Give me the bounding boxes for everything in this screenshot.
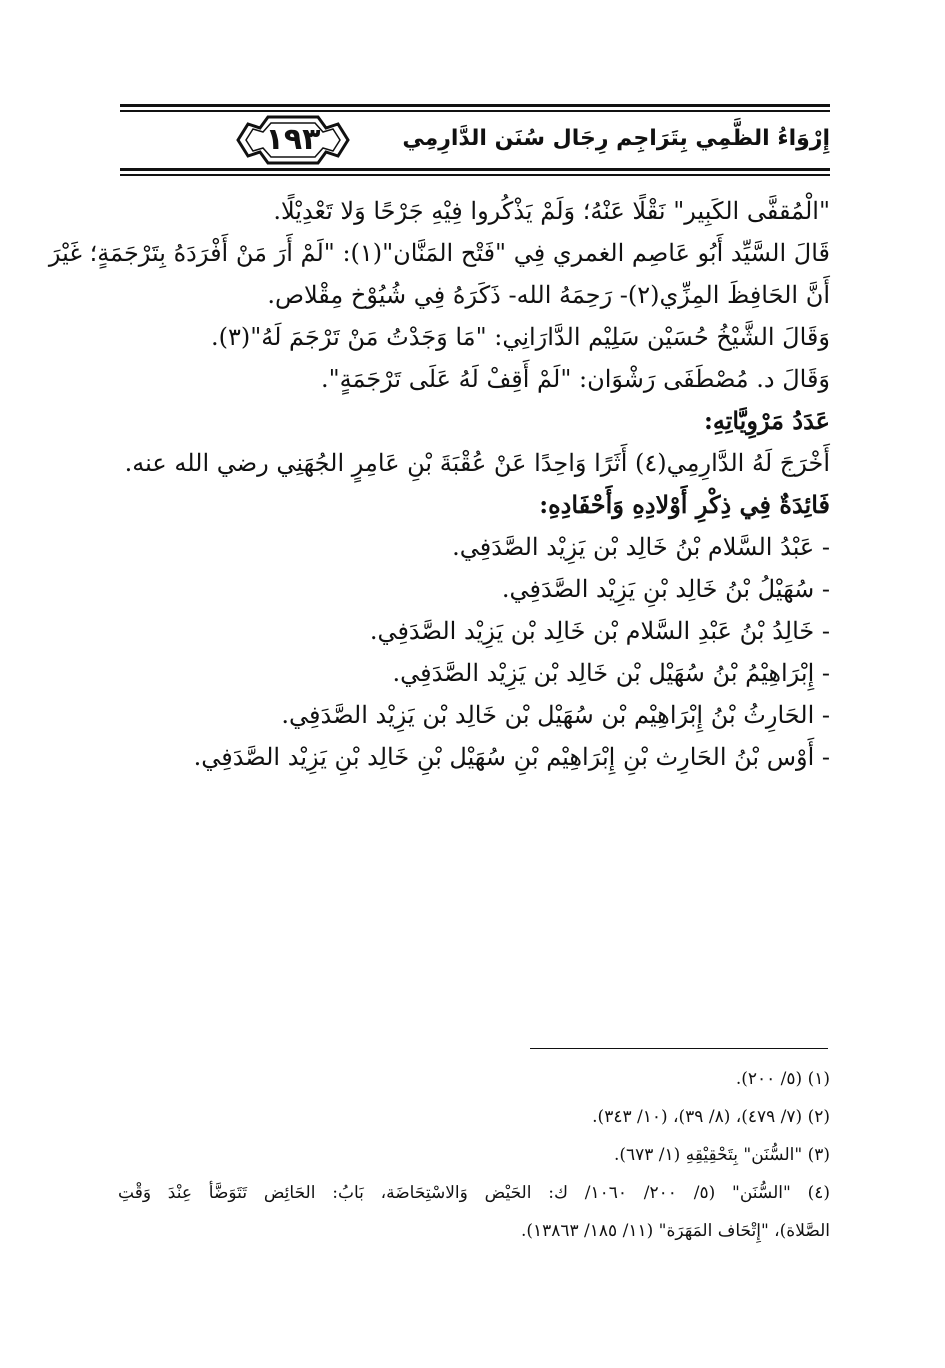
text-line: أَخْرَجَ لَهُ الدَّارِمِي(٤) أَثَرًا وَاحِدًا عَنْ عُقْبَةَ بْنِ عَامِرٍ الجُهَنِي رضي الله عنه. bbox=[124, 449, 830, 477]
book-title: إِرْوَاءُ الظَّمِي بِتَرَاجِم رِجَال سُنَن الدَّارِمِي bbox=[402, 126, 830, 151]
list-item: - إِبْرَاهِيْمُ بْنُ سُهَيْل بْن خَالِد بْن يَزِيْد الصَّدَفِي. bbox=[392, 659, 830, 687]
footnote-continuation: الصَّلاة)، "إِتْحَاف المَهَرَة" (١١/ ١٨٥/ ١٣٨٦٣). bbox=[520, 1221, 830, 1241]
text-line: وَقَالَ د. مُصْطَفَى رَشْوَان: "لَمْ أَقِفْ لَهُ عَلَى تَرْجَمَةٍ". bbox=[320, 365, 830, 393]
footnote: (١) (٥/ ٢٠٠). bbox=[735, 1069, 830, 1089]
footnote-separator bbox=[530, 1048, 828, 1049]
footnotes bbox=[118, 1060, 830, 1250]
list-item: - سُهَيْلُ بْنُ خَالِد بْنِ يَزِيْد الصَّدَفِي. bbox=[501, 575, 830, 603]
list-item: - الحَارِثُ بْنُ إِبْرَاهِيْم بْن سُهَيْل بْن خَالِد بْن يَزِيْد الصَّدَفِي. bbox=[281, 701, 830, 729]
page-header bbox=[120, 96, 830, 186]
list-item: - أَوْس بْنُ الحَارِث بْنِ إِبْرَاهِيْم بْنِ سُهَيْل بْنِ خَالِد بْنِ يَزِيْد الصَّدَفِي. bbox=[193, 743, 830, 771]
list-item: - خَالِدُ بْنُ عَبْدِ السَّلام بْن خَالِد بْن يَزِيْد الصَّدَفِي. bbox=[369, 617, 830, 645]
header-top-rule bbox=[120, 104, 830, 112]
section-heading: عَدَدُ مَرْوِيَّاتِهِ: bbox=[703, 406, 830, 435]
footnote: (٣) "السُّنَن" بِتَحْقِيْقِهِ (١/ ٦٧٣). bbox=[613, 1145, 830, 1165]
header-bottom-rule bbox=[120, 168, 830, 176]
main-text bbox=[48, 190, 830, 778]
footnote: (٢) (٧/ ٤٧٩)، (٨/ ٣٩)، (١٠/ ٣٤٣). bbox=[592, 1107, 830, 1127]
page-number: ١٩٣ bbox=[265, 122, 321, 157]
text-line: قَالَ السَّيِّد أَبُو عَاصِم الغمري فِي "فَتْح المَنَّان"(١): "لَمْ أَرَ مَنْ أَفْرَدَهُ بِتَرْجَمَةٍ؛ غَيْرَ bbox=[48, 239, 830, 267]
page-number-frame bbox=[238, 114, 348, 166]
text-line: "الْمُقفَّى الكَبِير" نَقْلًا عَنْهُ؛ وَلَمْ يَذْكُروا فِيْهِ جَرْحًا وَلا تَعْدِيْلًا. bbox=[273, 197, 830, 225]
section-heading: فَائِدَةٌ فِي ذِكْرِ أَوْلادِهِ وَأَحْفَادِهِ: bbox=[539, 490, 830, 519]
footnote: (٤) "السُّنَن" (٥/ ٢٠٠/ ١٠٦٠/ ك: الحَيْض وَالاسْتِحَاضَة، بَابُ: الحَائِض تَتَوَضَّأ عِنْدَ وَقْتِ bbox=[118, 1183, 830, 1203]
text-line: وَقَالَ الشَّيْخُ حُسَيْن سَلِيْم الدَّارَانِي: "مَا وَجَدْتُ مَنْ تَرْجَمَ لَهُ"(٣). bbox=[210, 323, 830, 351]
list-item: - عَبْدُ السَّلام بْنُ خَالِد بْن يَزِيْد الصَّدَفِي. bbox=[452, 533, 830, 561]
text-line: أَنَّ الحَافِظَ المِزِّي(٢)- رَحِمَهُ الله- ذَكَرَهُ فِي شُيُوْخ مِقْلاص. bbox=[267, 281, 830, 309]
